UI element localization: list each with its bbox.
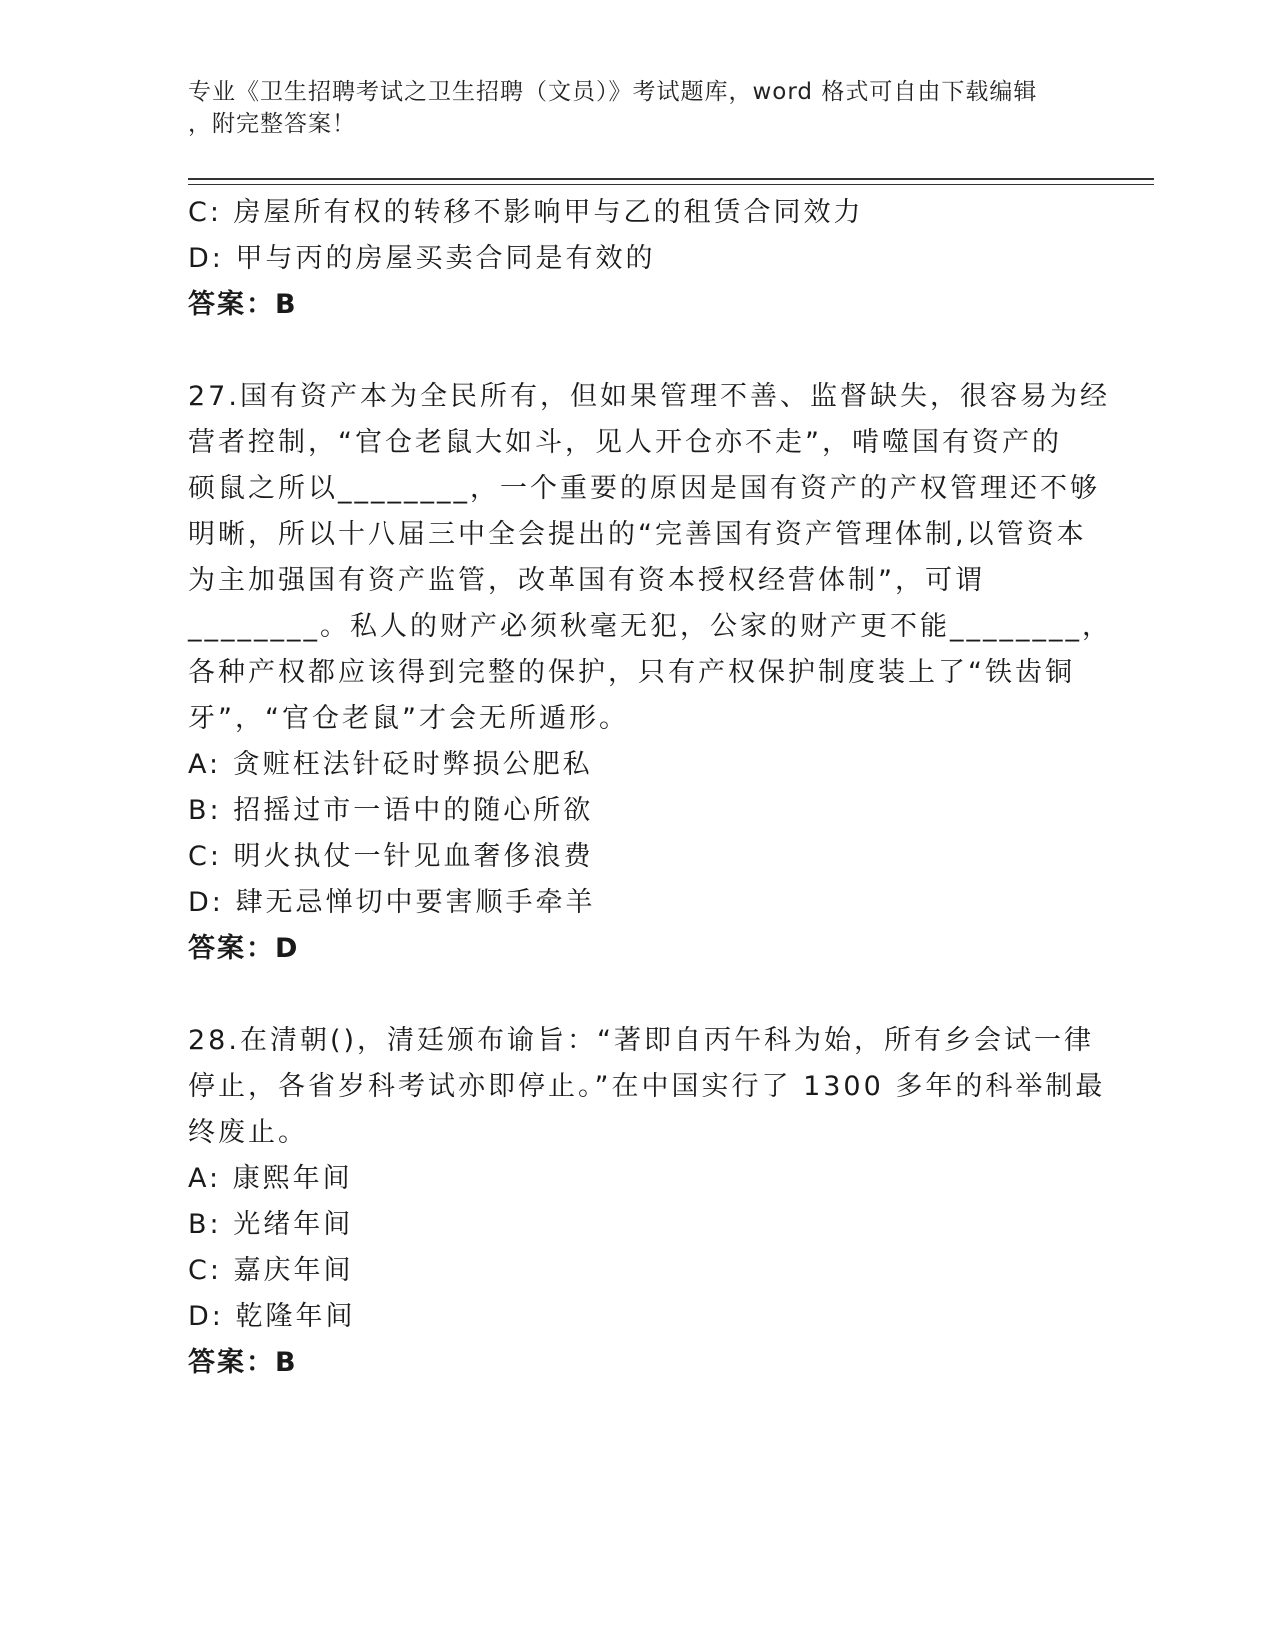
page-header xyxy=(188,76,1068,140)
question-28-stem-line: 停止，各省岁科考试亦即停止。”在中国实行了 1300 多年的科举制最 xyxy=(188,1071,1106,1102)
question-28-stem-line: 28.在清朝()，清廷颁布谕旨：“著即自丙午科为始，所有乡会试一律 xyxy=(188,1025,1094,1056)
option-c: C: 明火执仗一针见血奢侈浪费 xyxy=(188,841,594,872)
header-divider-thin xyxy=(188,184,1154,185)
question-27-stem-line: 牙”，“官仓老鼠”才会无所遁形。 xyxy=(188,703,629,734)
option-d: D: 甲与丙的房屋买卖合同是有效的 xyxy=(188,243,656,274)
spacer xyxy=(188,328,1088,374)
option-a: A: 贪赃枉法针砭时弊损公肥私 xyxy=(188,749,593,780)
answer-label: 答案：B xyxy=(188,289,298,320)
question-28-stem-line: 终废止。 xyxy=(188,1117,308,1148)
option-a: A: 康熙年间 xyxy=(188,1163,353,1194)
question-27-block xyxy=(188,374,1112,972)
question-27-stem-line: 为主加强国有资产监管，改革国有资本授权经营体制”，可谓 xyxy=(188,565,985,596)
spacer xyxy=(188,972,1088,1018)
header-title-line-1: 专业《卫生招聘考试之卫生招聘（文员）》考试题库，word 格式可自由下载编辑 xyxy=(188,79,1038,105)
option-b: B: 招摇过市一语中的随心所欲 xyxy=(188,795,594,826)
answer-label: 答案：D xyxy=(188,933,300,964)
header-divider-thick xyxy=(188,178,1154,180)
question-27-stem-line: 硕鼠之所以________，一个重要的原因是国有资产的产权管理还不够 xyxy=(188,473,1100,504)
question-27-stem-line: 明晰，所以十八届三中全会提出的“完善国有资产管理体制,以管资本 xyxy=(188,519,1087,550)
option-b: B: 光绪年间 xyxy=(188,1209,354,1240)
option-c: C: 嘉庆年间 xyxy=(188,1255,354,1286)
previous-question-block xyxy=(188,190,1088,328)
answer-label: 答案：B xyxy=(188,1347,298,1378)
option-d: D: 肆无忌惮切中要害顺手牵羊 xyxy=(188,887,596,918)
header-title-line-2: ，附完整答案！ xyxy=(188,111,356,137)
question-27-stem-line: 营者控制，“官仓老鼠大如斗，见人开仓亦不走”，啃噬国有资产的 xyxy=(188,427,1062,458)
question-27-stem-line: ________。私人的财产必须秋毫无犯，公家的财产更不能________， xyxy=(188,611,1112,642)
question-27-stem-line: 各种产权都应该得到完整的保护，只有产权保护制度装上了“铁齿铜 xyxy=(188,657,1075,688)
question-28-block xyxy=(188,1018,1106,1386)
option-d: D: 乾隆年间 xyxy=(188,1301,356,1332)
option-c: C: 房屋所有权的转移不影响甲与乙的租赁合同效力 xyxy=(188,197,864,228)
question-content xyxy=(188,190,1112,1386)
question-27-stem-line: 27.国有资产本为全民所有，但如果管理不善、监督缺失，很容易为经 xyxy=(188,381,1110,412)
